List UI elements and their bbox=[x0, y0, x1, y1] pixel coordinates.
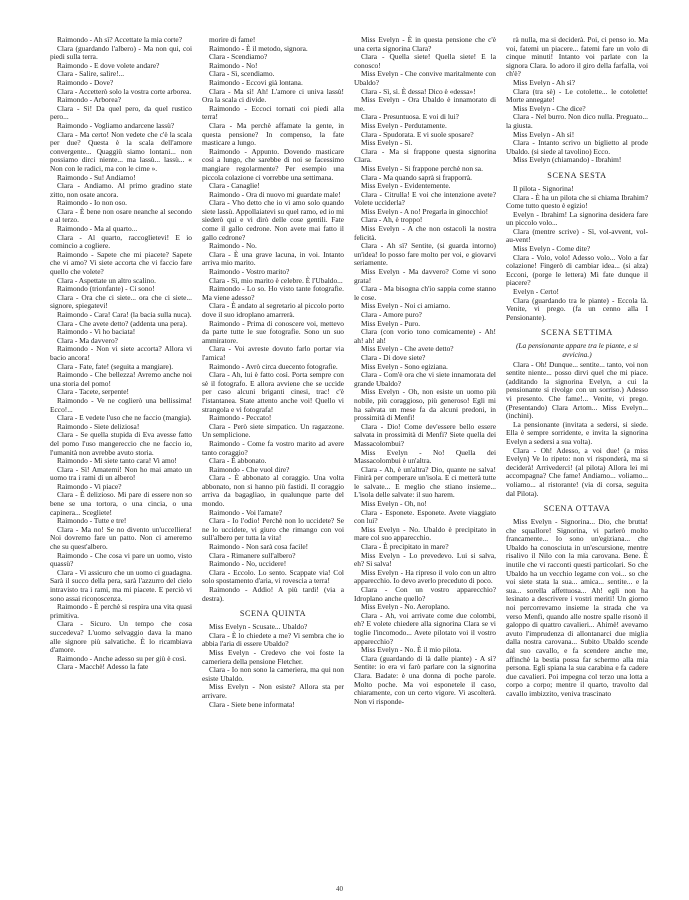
dialogue-line: Clara - Ma si frappone questa signorina Clara. bbox=[354, 146, 496, 165]
dialogue-line: Raimondo - Peccato! bbox=[209, 413, 272, 423]
dialogue-line: Clara - Ah, lui è fatto così. Porta sempre con sè il fotografo. E allora avviene che se uccide per caso alcuni briganti cinesi, trac! c'è l'istantanea. State attento anche voi! Quello vi strangola e vi fotografa! bbox=[202, 370, 344, 414]
dialogue-line: Raimondo - Io non oso. bbox=[57, 198, 128, 208]
dialogue-line: Clara - Dio! Come dev'essere bello essere salvata in prossimità di Menfi? Siete quella dei Massacolombui? bbox=[354, 421, 496, 448]
dialogue-line: Evelyn - Certo! bbox=[513, 287, 559, 297]
dialogue-line: Clara - Andiamo. Al primo gradino state zitto, non osate ancora. bbox=[50, 181, 192, 199]
dialogue-line: Clara - Ah sì? Sentite, (si guarda intorno) un'idea! Io posso fare molto per voi, e giovarvi seriamente. bbox=[354, 241, 496, 268]
dialogue-line: Raimondo - E dove volete andare? bbox=[57, 60, 160, 70]
dialogue-line: Clara - Vho detto che io vi amo solo quando siete lassù. Appollaiatevi su quel ramo, ed io mi siederò qui e vi dirò delle cose gentili. Fate come il gallo cedrone. Non avete mai fatto il gallo cedrone? bbox=[202, 198, 344, 242]
dialogue-line: Clara - È delizioso. Mi pare di essere non so bene se una tortora, o una cincia, o una capinera... Scegliete! bbox=[50, 490, 192, 517]
dialogue-line: Clara - Ma davvero? bbox=[57, 335, 118, 345]
dialogue-line: Raimondo - Non vi siete accorta? Allora vi bacio ancora! bbox=[50, 344, 192, 362]
dialogue-line: Clara - Ah, voi arrivate come due colombi, eh? E volete chiedere alla signorina Clara se vi toglie l'incomodo... Avete pilotato voi il vostro apparecchio? bbox=[354, 610, 496, 646]
dialogue-line: Miss Evelyn - Che avete detto? bbox=[361, 344, 454, 354]
dialogue-line: Miss Evelyn - Non esiste? Allora sta per arrivare. bbox=[202, 682, 344, 700]
dialogue-line: Clara - Tacete, serpente! bbox=[57, 387, 129, 397]
dialogue-line: Clara - Salire, salire!... bbox=[57, 69, 125, 79]
dialogue-line: Raimondo - Che bellezza! Avremo anche noi una storia del pomo! bbox=[50, 370, 192, 388]
dialogue-line: rà nulla, ma si deciderà. Poi, ci penso io. Ma voi, fatemi un piacere... fatemi fare un volo di cinque minuti! Intanto voi parlate con la signora Clara. Io adoro il giro della farfalla, voi ch'è? bbox=[506, 35, 648, 79]
dialogue-line: Clara (guardando l'albero) - Ma non qui, coi piedi sulla terra. bbox=[50, 43, 192, 62]
dialogue-line: Clara - Spudorata. E vi suole sposare? bbox=[361, 129, 474, 139]
dialogue-line: Raimondo - Dove? bbox=[57, 77, 114, 87]
dialogue-line: Miss Evelyn - Come dite? bbox=[513, 244, 591, 254]
dialogue-line: Clara (con vorio tono comicamente) - Ah! ah! ah! ah! bbox=[354, 327, 496, 345]
dialogue-line: Clara - Io non sono la cameriera, ma qui non esiste Ubaldo. bbox=[202, 665, 344, 683]
dialogue-line: Raimondo - No, uccidere! bbox=[209, 559, 287, 569]
dialogue-line: Clara - Con un vostro apparecchio? Idroplano anche quello? bbox=[354, 585, 496, 603]
dialogue-line: La pensionante (invitata a sedersi, si siede. Ella è sempre sorridente, e invita la signorina Evelyn a sedersi a sua volta). bbox=[506, 419, 648, 446]
dialogue-line: Miss Evelyn - No! Quella dei Massacolombui è un'altra. bbox=[354, 447, 496, 466]
dialogue-line: Clara - Sì, scendiamo. bbox=[209, 69, 275, 79]
dialogue-line: Miss Evelyn - Ah sì? bbox=[513, 77, 575, 87]
dialogue-line: Raimondo - Ora di nuovo mi guardate male! bbox=[209, 189, 341, 199]
dialogue-line: Clara - Oh! Dunque... sentite... tanto, voi non sentite niente... posso dirvi quel che mi piace. (additando la signorina Evelyn, a cui la pensionante si rivolge con un sorriso.) Adesso vi presento. Che fame!... Venite, vi prego. (Presentando) Clara Artom... Miss Evelyn... (inchini). bbox=[506, 359, 648, 421]
dialogue-line: Clara - Se quella stupida di Eva avesse fatto del pomo l'uso mangereccio che ne faccio io, l'umanità non avrebbe avuto storia. bbox=[50, 430, 192, 457]
document-page bbox=[50, 36, 650, 886]
dialogue-line: Clara - Ma quando saprà si frapporrà. bbox=[361, 172, 473, 182]
dialogue-line: Raimondo - Eccovi già lontana. bbox=[209, 77, 303, 87]
dialogue-line: Raimondo - Mi siete tanto cara! Vi amo! bbox=[57, 456, 177, 466]
dialogue-line: Clara (tra sè) - Le cotolette... le cotolette! Morte annegate! bbox=[506, 86, 648, 105]
dialogue-line: Clara - Canaglie! bbox=[209, 181, 260, 191]
dialogue-line: Clara - Macchè! Adesso la fate bbox=[57, 662, 149, 672]
dialogue-line: Clara - È andato al segretario al piccolo porto dove il suo idroplano amarrerà. bbox=[202, 301, 344, 319]
dialogue-line: Clara - Amore puro? bbox=[361, 310, 422, 319]
dialogue-line: Clara - Ma perchè affamate la gente, in questa pensione? In compenso, la fate masticare a lungo. bbox=[202, 120, 344, 148]
dialogue-line: Raimondo - No. bbox=[209, 241, 257, 251]
dialogue-line: Raimondo - Voi l'amate? bbox=[209, 507, 283, 517]
dialogue-line: Raimondo - È il metodo, signora. bbox=[209, 43, 308, 53]
dialogue-line: Raimondo - Sapete che mi piacete? Sapete che vi amo? Vi siete accorta che vi faccio fare quello che volete? bbox=[50, 249, 192, 277]
scene-heading: SCENA SETTIMA bbox=[541, 328, 613, 338]
dialogue-line: Clara - È precipitato in mare? bbox=[361, 542, 449, 552]
dialogue-line: Raimondo - Appunto. Dovendo masticare così a lungo, che sarebbe di noi se facessimo mangiare regolarmente? Per esempio una piccola colazione ci vorrebbe una settimana. bbox=[202, 146, 344, 182]
dialogue-line: Clara - Ma sì! Ah! L'amore ci univa lassù! Ora la scala ci divide. bbox=[202, 86, 344, 105]
dialogue-line: Clara - Fate, fate! (seguita a mangiare). bbox=[57, 361, 174, 371]
dialogue-line: Clara - Sì, sì. È dessa! Dico è «dessa»! bbox=[361, 86, 476, 96]
dialogue-line: Raimondo - Non sarà cosa facile! bbox=[209, 542, 309, 552]
dialogue-line: Clara - Com'è ora che vi siete innamorata del grande Ubaldo? bbox=[354, 370, 496, 388]
dialogue-line: Clara - Esponete. Esponete. Avete viaggiato con lui? bbox=[354, 507, 496, 526]
dialogue-line: Clara - Ah, è troppo! bbox=[361, 215, 423, 225]
dialogue-line: Clara (guardando tra le piante) - Eccola là. Venite, vi prego. (fa un cenno alla I Pensionante). bbox=[506, 295, 648, 322]
stage-direction: (La pensionante appare tra le piante, e si avvicina.) bbox=[515, 341, 639, 359]
dialogue-line: Clara - Sicuro. Un tempo che cosa succedeva? L'uomo selvaggio dava la mano alle signore più salvatiche. È lo ricambiava d'amore. bbox=[50, 619, 192, 655]
dialogue-line: Raimondo - Siete deliziosa! bbox=[57, 421, 140, 431]
dialogue-line: Clara - Quella siete! Quella siete! E la conosco! bbox=[354, 52, 496, 70]
dialogue-line: Raimondo - Vogliamo andarcene lassù? bbox=[57, 120, 175, 130]
scene-heading: SCENA QUINTA bbox=[239, 609, 307, 619]
dialogue-line: morire di fame! bbox=[209, 35, 256, 44]
dialogue-line: Raimondo - Avrò circa duecento fotografie. bbox=[209, 361, 338, 371]
dialogue-line: Clara - Ma bisogna ch'io sappia come stanno le cose. bbox=[354, 284, 496, 302]
dialogue-line: Raimondo - Vi ho baciata! bbox=[57, 327, 136, 337]
dialogue-line: Miss Evelyn - Credevo che voi foste la cameriera della pensione Fletcher. bbox=[202, 647, 344, 666]
dialogue-line: Raimondo - Vi piace? bbox=[57, 481, 122, 491]
dialogue-line: Miss Evelyn - Noi ci amiamo. bbox=[361, 301, 451, 311]
dialogue-line: Miss Evelyn - No. È il mio pilota. bbox=[361, 645, 462, 655]
dialogue-line: Miss Evelyn - Perdutamente. bbox=[361, 120, 447, 130]
scene-heading: SCENA OTTAVA bbox=[543, 504, 611, 514]
dialogue-line: Clara - È lo chiedete a me? Vi sembra che io abbia l'aria di essere Ubaldo? bbox=[202, 630, 344, 649]
dialogue-line: Clara - Ora che ci siete... ora che ci siete... signore, spiegatevi! bbox=[50, 292, 192, 311]
dialogue-line: Raimondo - Che vuol dire? bbox=[209, 464, 290, 474]
dialogue-line: Clara (guardando di là dalle piante) - A sì? Sentite: io era vi farò parlare con la signorina Clara. Badate: è una donna di poche parole. Molto poche. Ma voi esponetele il caso, chiaramente, con un certo vigore. Vi ascolterà. Non vi risponde- bbox=[354, 653, 496, 706]
dialogue-line: Clara - Intanto scrivo un biglietto al prode Ubaldo. (si siede al tavolino) Ecco. bbox=[506, 138, 648, 156]
dialogue-line: Clara - È una grave lacuna, in voi. Intanto arriva mio marito. bbox=[202, 249, 344, 268]
text-column-3 bbox=[354, 36, 496, 886]
dialogue-line: Clara - Vi assicuro che un uomo ci guadagna. Sarà il succo della pera, sarà l'azzurro del cielo intravisto tra i rami, ma mi piacete. E perciò vi sono assai riconoscenza. bbox=[50, 567, 192, 603]
dialogue-line: Miss Evelyn - Si frappone perchè non sa. bbox=[361, 163, 483, 173]
dialogue-line: Raimondo - Ve ne coglierò una bellissima! Ecco!... bbox=[50, 395, 192, 414]
dialogue-line: Raimondo - No! bbox=[209, 60, 258, 70]
dialogue-line: Miss Evelyn - Lo prevedevo. Lui si salva, eh? Si salva! bbox=[354, 550, 496, 569]
dialogue-line: Raimondo - Eccoci tornati coi piedi alla terra! bbox=[202, 103, 344, 122]
dialogue-line: Miss Evelyn - Ma davvero? Come vi sono grata! bbox=[354, 267, 496, 285]
dialogue-line: Evelyn - Ibrahim! La signorina desidera fare un piccolo volo... bbox=[506, 209, 648, 228]
dialogue-line: Miss Evelyn - Ha ripreso il volo con un altro apparecchio. Io devo averlo preceduto di poco. bbox=[354, 567, 496, 586]
dialogue-line: Clara - Rimanere sull'albero? bbox=[209, 550, 296, 560]
dialogue-line: Miss Evelyn - Signorina... Dio, che brutta! che squallore! Signorina, vi parlerò molto francamente... Io sono un'egiziana... che Ubaldo ha conosciuta in un'escursione, mentre risalivo il Nilo con la mia carovana. Bene. È inutile che vi racconti questi particolari. So che Ubaldo ha un vecchio legame con voi... so che voi siete stata la sua... amica... sentite... e la sua... sorella affettuosa... Ah! egli non ha lesinato a descrivere i vostri meriti! Un giorno noi percorrevamo insieme la strada che va verso Menfi, quando alle nostre spalle risonò il galoppo di quattro cavalieri... Ahimè! avevamo avuto l'imprudenza di allontanarci due miglia dalla nostra carovana... Subito Ubaldo scende dal suo cavallo, e fa scendere anche me, affinchè la bestia possa far schermo alla mia persona. Egli spiana la sua carabina e fa cadere due cavalieri. Poi impegna col terzo una lotta a corpo a corpo; mentre il quarto, travolto dal cavallo imbizzito, veniva trascinato bbox=[506, 517, 648, 698]
dialogue-line: Raimondo - Che cosa vi pare un uomo, visto quassù? bbox=[50, 550, 192, 569]
dialogue-line: Miss Evelyn - Sì. bbox=[361, 138, 413, 148]
dialogue-line: Miss Evelyn - Sono egiziana. bbox=[361, 361, 448, 371]
dialogue-line: Clara - Ma certo! Non vedete che c'è la scala per due? Questa è la scala dell'amore convergente... Quaggiù siamo lontani... non possiamo dirci niente... ma lassù... lassù... « Non con le radici, ma con le cime ». bbox=[50, 129, 192, 173]
dialogue-line: Clara - Aspettate un altro scalino. bbox=[57, 275, 156, 285]
dialogue-line: Raimondo - Lo so. Ho visto tante fotografie. Ma viene adesso? bbox=[202, 284, 344, 302]
dialogue-line: Clara - Oh! Adesso, a voi due! (a miss Evelyn) Ve lo ripeto: non vi risponderà, ma si deciderà! Arrivederci! (al pilota) Allora lei mi accompagna? Che fame! Andiamo... voliamo... voliamo... al ristorante! (via di corsa, seguita dal Pilota). bbox=[506, 445, 648, 498]
dialogue-line: Clara - Nel burro. Non dico nulla. Preguato... la giusta. bbox=[506, 112, 648, 130]
text-column-4 bbox=[506, 36, 648, 886]
dialogue-line: Clara - Sì, mio marito è celebre. È l'Ubaldo... bbox=[209, 275, 343, 285]
dialogue-line: Clara - Sì! Amatemi! Non ho mai amato un uomo tra i rami di un albero! bbox=[50, 464, 192, 483]
dialogue-line: Il pilota - Signorina! bbox=[513, 183, 574, 193]
dialogue-line: Clara - Siete bene informata! bbox=[209, 699, 295, 709]
dialogue-line: Miss Evelyn - Che dice? bbox=[513, 103, 586, 113]
dialogue-line: Clara - Al quarto, raccoglietevi! E io comincio a cogliere. bbox=[50, 232, 192, 251]
dialogue-line: Raimondo - Ma al quarto... bbox=[57, 224, 138, 234]
dialogue-line: Clara - Eccolo. Lo sento. Scappate via! Col solo spostamento d'aria, vi rovescia a terra! bbox=[202, 567, 344, 586]
dialogue-line: Raimondo - Prima di conoscere voi, mettevo da parte tutte le sue fotografie. Sono un suo ammiratore. bbox=[202, 318, 344, 345]
dialogue-line: Clara - Io l'odio! Perchè non lo uccidete? Se ne lo uccidete, vi giuro che rimango con voi sull'albero per tutta la vita! bbox=[202, 516, 344, 543]
dialogue-line: Raimondo - Tutte e tre! bbox=[57, 516, 127, 526]
dialogue-line: Clara - Presuntuosa. E voi di lui? bbox=[361, 112, 459, 122]
dialogue-line: Clara - È bene non osare neanche al secondo e al terzo. bbox=[50, 206, 192, 225]
dialogue-line: Clara (mentre scrive) - Sì, vol-avvent, vol-au-vent! bbox=[506, 226, 648, 245]
dialogue-line: Miss Evelyn - Ah sì! bbox=[513, 129, 575, 139]
dialogue-line: Miss Evelyn - Che convive maritalmente con Ubaldo? bbox=[354, 69, 496, 87]
text-column-2 bbox=[202, 36, 344, 886]
page-number: 40 bbox=[336, 885, 343, 893]
dialogue-line: Clara - Citrulla! E voi che intenzione avete? Volete ucciderla? bbox=[354, 189, 496, 208]
dialogue-line: Raimondo - Cara! Cara! (la bacia sulla nuca). bbox=[57, 310, 192, 319]
dialogue-line: Raimondo (trionfante) - Ci sono! bbox=[57, 284, 155, 294]
dialogue-line: Clara - Ma no! Se no divento un'uccelliera! Noi dovremo fare un patto. Non ci ameremo che su quest'albero. bbox=[50, 524, 192, 552]
dialogue-line: Clara - Però siete simpatico. Un ragazzone. Un semplicione. bbox=[202, 421, 344, 440]
dialogue-line: Clara - È abbonato. bbox=[209, 456, 267, 466]
dialogue-line: Clara - È abbonato al coraggio. Una volta abbonato, non si hanno più fastidi. Il coraggio arriva da bagagliao, in qualunque parte del mondo. bbox=[202, 473, 344, 509]
dialogue-line: Raimondo - Arborea? bbox=[57, 95, 122, 105]
dialogue-line: Miss Evelyn (chiamando) - Ibrahim! bbox=[513, 155, 622, 165]
dialogue-line: Miss Evelyn - Oh, non esiste un uomo più nobile, più coraggioso, più generoso! Egli mi ha salvata un mese fa da alcuni predoni, in prossimità di Menfi! bbox=[354, 387, 496, 423]
dialogue-line: Raimondo - Su! Andiamo! bbox=[57, 172, 136, 182]
dialogue-line: Miss Evelyn - È in questa pensione che c'è una certa signorina Clara? bbox=[354, 35, 496, 53]
dialogue-line: Raimondo - È perchè si respira una vita quasi primitiva. bbox=[50, 602, 192, 620]
dialogue-line: Clara - È ha un pilota che si chiama Ibrahim? Come tutto questo è egizio! bbox=[506, 192, 648, 211]
dialogue-line: Miss Evelyn - Scusate... Ubaldo? bbox=[209, 622, 308, 632]
dialogue-line: Raimondo - Addio! A più tardi! (via a destra). bbox=[202, 585, 344, 603]
dialogue-line: Raimondo - Vostro marito? bbox=[209, 267, 290, 277]
dialogue-line: Miss Evelyn - A che non ostacoli la nostra felicità. bbox=[354, 224, 496, 242]
dialogue-line: Miss Evelyn - Oh, no! bbox=[361, 499, 427, 509]
dialogue-line: Clara - E vedete l'uso che ne faccio (mangia). bbox=[57, 413, 192, 423]
dialogue-line: Raimondo - Ah sì? Accettate la mia corte? bbox=[57, 35, 182, 44]
dialogue-line: Clara - Volo, volo! Adesso volo... Volo a far colazione! Fingerò di cambiar idea... (si alza) Ecconi, (porge le lettera) Mi fate dunque il piacere? bbox=[506, 252, 648, 288]
dialogue-line: Clara - Ah, è un'altra? Dio, quante ne salva! Finirà per comperare un'isola. E ci metterà tutte le salvate... E meglio che stiano insieme... L'isola delle salvate: il suo harem. bbox=[354, 464, 496, 500]
dialogue-line: Clara - Scendiamo? bbox=[209, 52, 268, 62]
dialogue-line: Clara - Accetterò solo la vostra corte arborea. bbox=[57, 86, 192, 96]
text-column-1 bbox=[50, 36, 192, 886]
dialogue-line: Miss Evelyn - Puro. bbox=[361, 318, 421, 328]
dialogue-line: Miss Evelyn - No. Ubaldo è precipitato in mare col suo apparecchio. bbox=[354, 524, 496, 543]
dialogue-line: Miss Evelyn - A no! Pregarla in ginocchio! bbox=[361, 206, 489, 216]
dialogue-line: Clara - Di dove siete? bbox=[361, 352, 426, 362]
dialogue-line: Clara - Sì! Da quel pero, da quel rustico pero... bbox=[50, 103, 192, 122]
scene-heading: SCENA SESTA bbox=[547, 170, 607, 180]
dialogue-line: Raimondo - Come fa vostro marito ad avere tanto coraggio? bbox=[202, 438, 344, 457]
dialogue-line: Clara - Voi avreste dovuto farlo portar via l'amica! bbox=[202, 344, 344, 362]
dialogue-line: Miss Evelyn - Evidentemente. bbox=[361, 181, 451, 191]
dialogue-line: Miss Evelyn - Ora Ubaldo è innamorato di me. bbox=[354, 95, 496, 113]
dialogue-line: Clara - Che avete detto? (addenta una pera). bbox=[57, 318, 188, 328]
dialogue-line: Raimondo - Anche adesso su per giù è così. bbox=[57, 653, 187, 663]
dialogue-line: Miss Evelyn - No. Aeroplano. bbox=[361, 602, 450, 612]
